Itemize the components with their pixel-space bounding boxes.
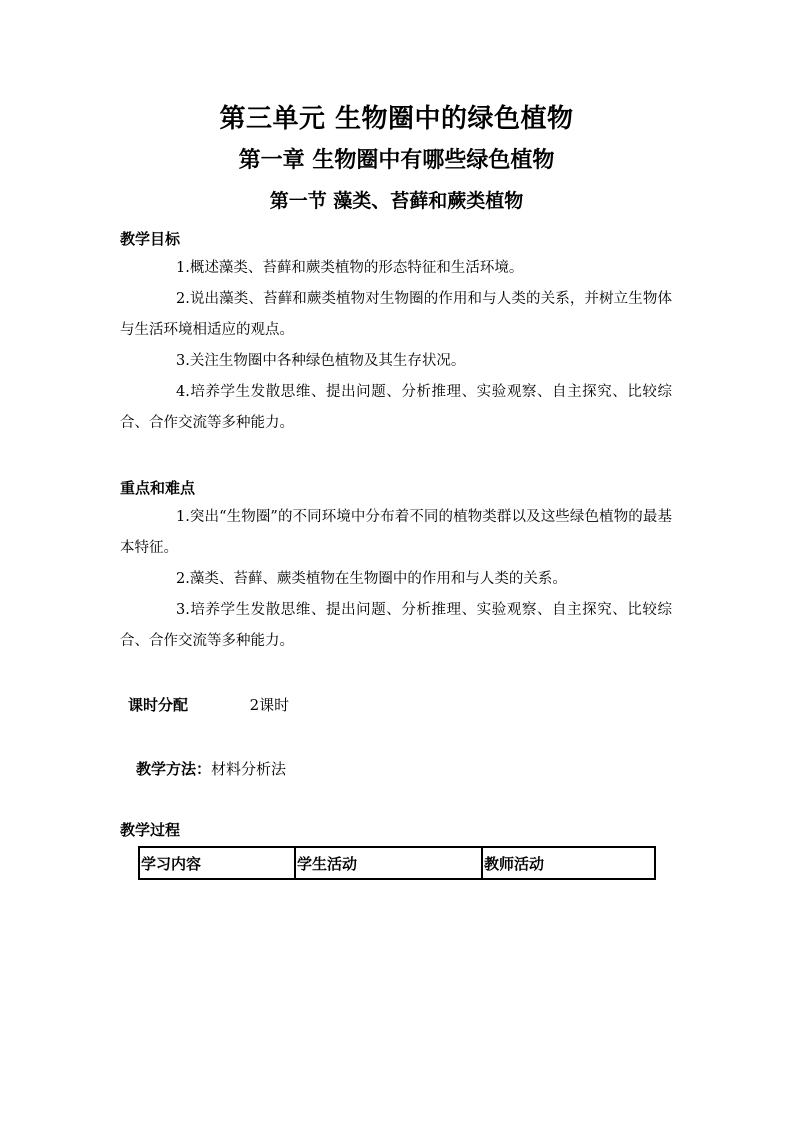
schedule-value: 2课时 [249,696,290,714]
unit-title: 第三单元 生物圈中的绿色植物 [219,104,574,134]
method-value: 材料分析法 [211,760,287,778]
objectives-heading: 教学目标 [120,230,181,248]
key-point-item-3: 3.培养学生发散思维、提出问题、分析推理、实验观察、自主探究、比较综合、合作交流等多种能力。 [120,602,672,649]
section-title: 第一节 藻类、苔藓和蕨类植物 [269,190,524,212]
method-label: 教学方法： [136,760,212,778]
key-point-item-2: 2.藻类、苔藓、蕨类植物在生物圈中的作用和与人类的关系。 [176,571,567,587]
key-points-heading: 重点和难点 [120,479,196,497]
objective-item-3: 3.关注生物圈中各种绿色植物及其生存状况。 [176,353,466,369]
objective-item-2: 2.说出藻类、苔藓和蕨类植物对生物圈的作用和与人类的关系，并树立生物体与生活环境相适应的观点。 [120,291,672,338]
column-header-student: 学生活动 [295,847,482,879]
objective-item-4: 4.培养学生发散思维、提出问题、分析推理、实验观察、自主探究、比较综合、合作交流等多种能力。 [120,384,672,431]
key-point-item-1: 1.突出“生物圈”的不同环境中分布着不同的植物类群以及这些绿色植物的最基本特征。 [120,509,672,556]
process-table [138,846,656,880]
process-heading: 教学过程 [120,821,181,839]
table-header-row [139,847,655,879]
column-header-content: 学习内容 [139,847,295,879]
schedule-label: 课时分配 [128,696,189,714]
chapter-title: 第一章 生物圈中有哪些绿色植物 [238,147,555,173]
schedule-row [128,694,289,715]
objective-item-1: 1.概述藻类、苔藓和蕨类植物的形态特征和生活环境。 [176,260,524,276]
column-header-teacher: 教师活动 [482,847,655,879]
method-row [136,758,286,779]
